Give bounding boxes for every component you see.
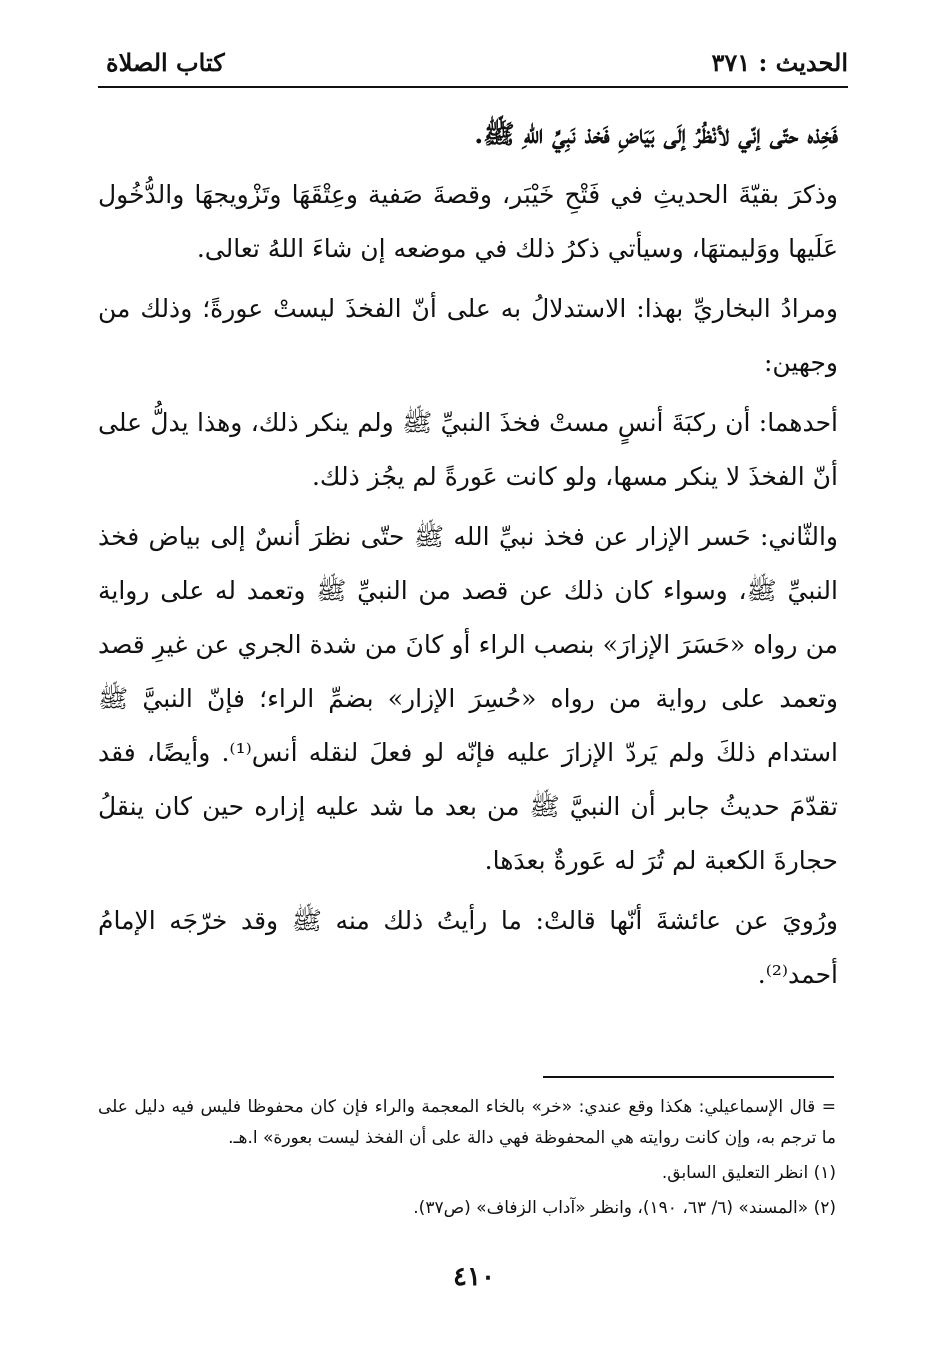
hadith-number-label: الحديث : ٣٧١ [711,48,848,77]
footnotes [98,1092,836,1228]
book-title: كتاب الصلاة [106,48,225,77]
paragraph-3: ومرادُ البخاريِّ بهذا: الاستدلالُ به على أنّ الفخذَ ليستْ عورةً؛ وذلك من وجهين: [98,294,838,377]
footnote-1: (١) انظر التعليق السابق. [661,1163,836,1183]
paragraph-5: والثّاني: حَسر الإزار عن فخذ نبيِّ الله ﷺ حتّى نظرَ أنسٌ إلى بياض فخذ النبيِّ ﷺ، وسواء كان ذلك عن قصد من النبيِّ ﷺ وتعمد له على رواية من رواه «حَسَرَ الإزارَ» بنصب الراء أو كانَ من شدة الجري عن غيرِ قصد وتعمد على رواية من رواه «حُسِرَ الإزار» بضمِّ الراء؛ فإنّ النبيَّ ﷺ استدام ذلكَ ولم يَردّ الإزارَ عليه فإنّه لو فعلَ لنقله أنس⁽¹⁾. وأيضًا، فقد تقدّمَ حديثُ جابر أن النبيَّ ﷺ من بعد ما شد عليه إزاره حين كان ينقلُ حجارةَ الكعبة لم تُرَ له عَورةٌ بعدَها. [98,522,838,875]
header-rule [98,86,848,88]
paragraph-1: فَخِذه حتّى إنّي لأنْظُرُ إلَى بَيَاضِ فَخذ نَبِيِّ اللهِ ﷺ. [474,120,838,150]
footnote-continued: = قال الإسماعيلي: هكذا وقع عندي: «خر» بالخاء المعجمة والراء فإن كان محفوظا فليس فيه دليل على ما ترجم به، وإن كانت روايته هي المحفوظة فهي دالة على أن الفخذ ليست بعورة» ا.هـ. [98,1097,836,1148]
footnote-2: (٢) «المسند» (٦/ ٦٣، ١٩٠)، وانظر «آداب الزفاف» (ص٣٧). [413,1198,836,1218]
paragraph-2: وذكرَ بقيّةَ الحديثِ في فَتْحِ خَيْبَر، وقصةَ صَفية وعِتْقَهَا وتَزْويجهَا والدُّخُول عَلَيها ووَليمتهَا، وسيأتي ذكرُ ذلك في موضعه إن شاءَ اللهُ تعالى. [98,180,838,263]
footnote-rule [543,1076,834,1078]
paragraph-4: أحدهما: أن ركبَةَ أنسٍ مستْ فخذَ النبيِّ ﷺ ولم ينكر ذلك، وهذا يدلُّ على أنّ الفخذَ لا ينكر مسها، ولو كانت عَورةً لم يجُز ذلك. [98,408,838,491]
running-header [106,48,848,88]
main-text [98,108,838,1008]
page-number: ٤١٠ [453,1262,495,1292]
paragraph-6: ورُويَ عن عائشةَ أنّها قالتْ: ما رأيتُ ذلك منه ﷺ وقد خرّجَه الإمامُ أحمد⁽²⁾. [98,906,838,989]
